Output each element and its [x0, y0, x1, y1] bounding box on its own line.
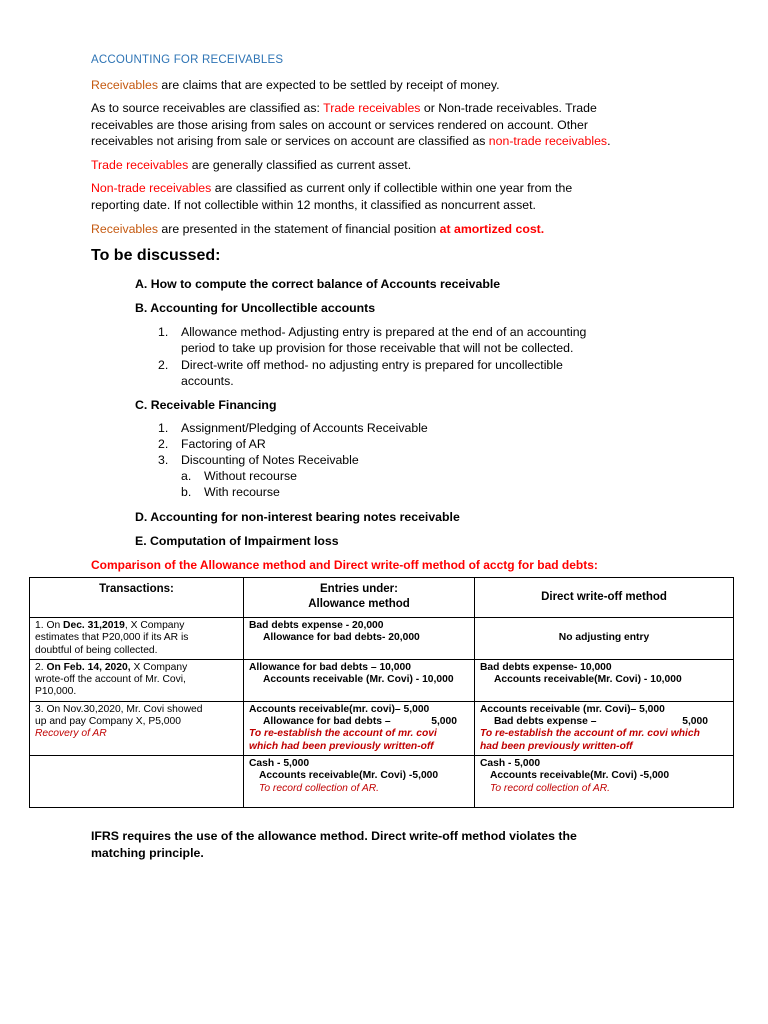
- topic-c3: Discounting of Notes Receivable: [181, 453, 359, 467]
- term-non-trade-receivables: non-trade receivables: [488, 134, 608, 148]
- direct-cell: Accounts receivable (mr. Covi)– 5,000 Bad debts expense – 5,000 To re-establish the account of mr. covi which had been previously written-off: [475, 701, 734, 755]
- topic-c3b-letter: b.: [181, 485, 192, 499]
- allowance-cell: Cash - 5,000 Accounts receivable(Mr. Covi) -5,000 To record collection of AR.: [244, 756, 475, 808]
- direct-cell: Bad debts expense- 10,000 Accounts receivable(Mr. Covi) - 10,000: [475, 659, 734, 701]
- topic-b: B. Accounting for Uncollectible accounts: [135, 301, 376, 315]
- topic-b1-number: 1.: [158, 325, 169, 339]
- topic-c1: Assignment/Pledging of Accounts Receivable: [181, 421, 428, 435]
- topic-c2-number: 2.: [158, 437, 169, 451]
- table-row: [30, 756, 734, 808]
- topic-e: E. Computation of Impairment loss: [135, 534, 339, 548]
- topic-c1-number: 1.: [158, 421, 169, 435]
- topic-c3a-letter: a.: [181, 469, 192, 483]
- transaction-cell: [30, 756, 244, 808]
- to-be-discussed-heading: To be discussed:: [91, 247, 221, 264]
- paragraph-trade-current: Trade receivables are generally classified as current asset.: [91, 158, 412, 172]
- page-title: ACCOUNTING FOR RECEIVABLES: [91, 54, 284, 66]
- footer-note: IFRS requires the use of the allowance method. Direct write-off method violates the matching principle.: [91, 829, 577, 860]
- transaction-cell: 2. On Feb. 14, 2020, X Company wrote-off the account of Mr. Covi, P10,000.: [30, 659, 244, 701]
- term-receivables: Receivables: [91, 78, 158, 92]
- transaction-cell: 1. On Dec. 31,2019, X Company estimates that P20,000 if its AR is doubtful of being collected.: [30, 618, 244, 660]
- header-direct: Direct write-off method: [475, 578, 734, 618]
- paragraph-classification: As to source receivables are classified as: Trade receivables or Non-trade receivables. Trade receivables are those arising from sales on account or services rendered on account. Other receivables not arising from sale or services on account are classified as non-trade receivables.: [91, 101, 611, 148]
- topic-d: D. Accounting for non-interest bearing notes receivable: [135, 510, 460, 524]
- direct-cell: No adjusting entry: [475, 618, 734, 660]
- transaction-cell: 3. On Nov.30,2020, Mr. Covi showed up and pay Company X, P5,000 Recovery of AR: [30, 701, 244, 755]
- comparison-heading: Comparison of the Allowance method and Direct write-off method of acctg for bad debts:: [91, 558, 598, 572]
- paragraph-non-trade: Non-trade receivables are classified as current only if collectible within one year from the reporting date. If not collectible within 12 months, it classified as noncurrent asset.: [91, 181, 573, 212]
- allowance-cell: Bad debts expense - 20,000 Allowance for bad debts- 20,000: [244, 618, 475, 660]
- paragraph-receivables-definition: Receivables are claims that are expected to be settled by receipt of money.: [91, 78, 500, 92]
- table-row: [30, 701, 734, 755]
- allowance-cell: Allowance for bad debts – 10,000 Accounts receivable (Mr. Covi) - 10,000: [244, 659, 475, 701]
- allowance-cell: Accounts receivable(mr. covi)– 5,000 Allowance for bad debts – 5,000 To re-establish the account of mr. covi which had been previously written-off: [244, 701, 475, 755]
- topic-b2-number: 2.: [158, 358, 169, 372]
- paragraph-presentation: Receivables are presented in the statement of financial position at amortized cost.: [91, 222, 545, 236]
- topic-a: A. How to compute the correct balance of Accounts receivable: [135, 277, 501, 291]
- table-row: [30, 659, 734, 701]
- topic-b1: Allowance method- Adjusting entry is prepared at the end of an accounting period to take up provision for those receivable that will not be collected.: [181, 325, 587, 355]
- topic-c3b: With recourse: [204, 485, 280, 499]
- table-row: [30, 618, 734, 660]
- comparison-table: [29, 577, 734, 808]
- topic-c3-number: 3.: [158, 453, 169, 467]
- topic-c: C. Receivable Financing: [135, 398, 277, 412]
- table-header-row: [30, 578, 734, 618]
- header-transactions: Transactions:: [30, 578, 244, 618]
- header-allowance: Entries under: Allowance method: [244, 578, 475, 618]
- term-trade-receivables: Trade receivables: [323, 101, 421, 115]
- topic-b2: Direct-write off method- no adjusting entry is prepared for uncollectible accounts.: [181, 358, 563, 388]
- topic-c2: Factoring of AR: [181, 437, 266, 451]
- direct-cell: Cash - 5,000 Accounts receivable(Mr. Covi) -5,000 To record collection of AR.: [475, 756, 734, 808]
- topic-c3a: Without recourse: [204, 469, 297, 483]
